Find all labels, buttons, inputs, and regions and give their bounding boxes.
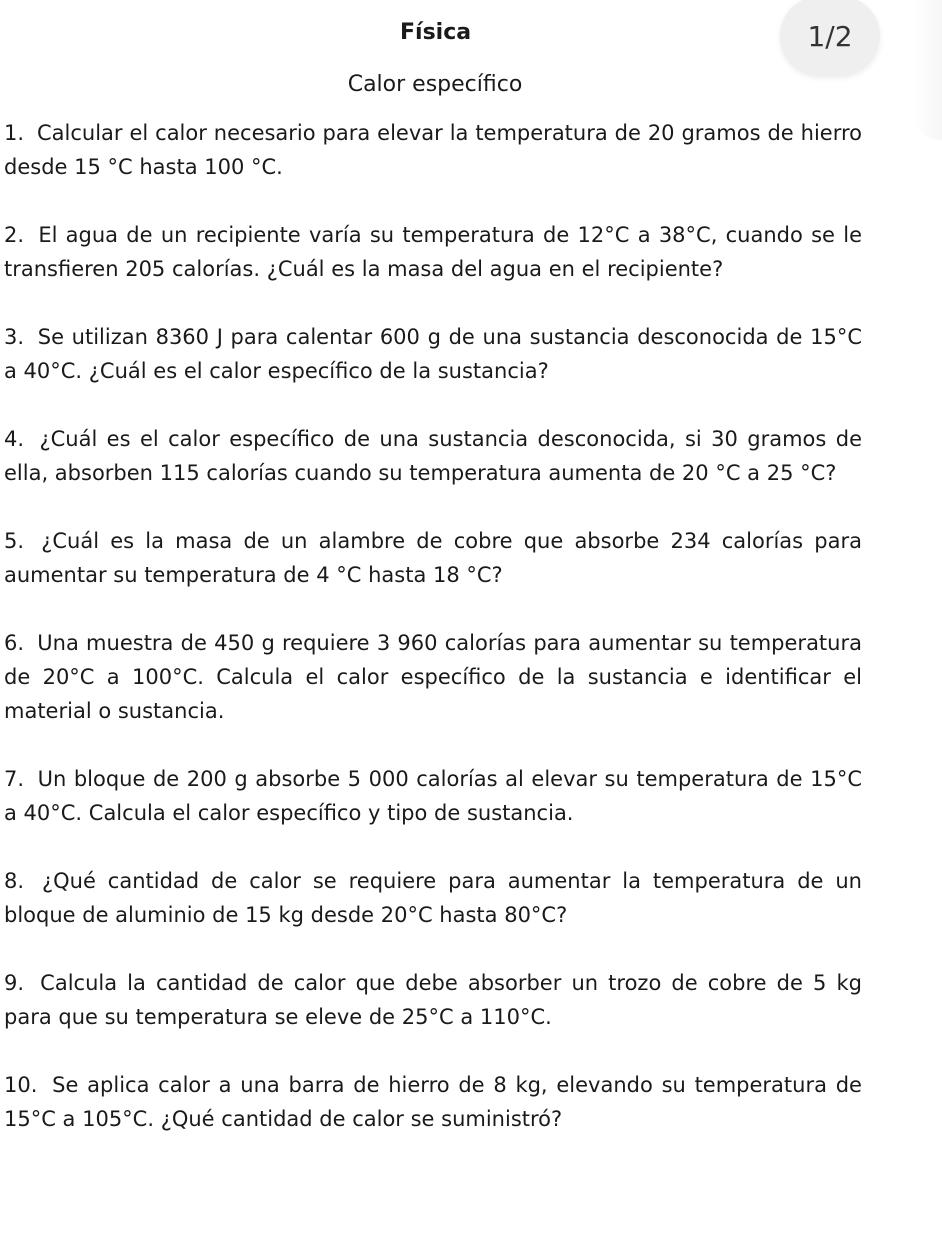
problem-item — [4, 864, 862, 932]
problem-number: 3. — [4, 325, 25, 349]
problem-item — [4, 762, 862, 830]
page-edge-shadow — [912, 0, 942, 140]
problem-item — [4, 966, 862, 1034]
problem-text: ¿Cuál es la masa de un alambre de cobre que absorbe 234 calorías para aumentar su temperatura de 4 °C hasta 18 °C? — [4, 529, 862, 587]
problem-item — [4, 524, 862, 592]
problem-number: 5. — [4, 529, 25, 553]
document-subtitle: Calor específico — [347, 72, 523, 97]
problem-item — [4, 320, 862, 388]
document-title: Física — [400, 20, 472, 45]
problem-item — [4, 626, 862, 728]
problem-item — [4, 422, 862, 490]
problem-number: 4. — [4, 427, 25, 451]
problem-number: 9. — [4, 971, 25, 995]
problem-item — [4, 1068, 862, 1136]
problem-list — [4, 116, 862, 1170]
problem-text: ¿Qué cantidad de calor se requiere para aumentar la temperatura de un bloque de aluminio de 15 kg desde 20°C hasta 80°C? — [4, 869, 862, 927]
problem-text: Una muestra de 450 g requiere 3 960 calorías para aumentar su temperatura de 20°C a 100°C. Calcula el calor específico de la sustancia e identificar el material o sustancia. — [4, 631, 862, 723]
problem-text: Calcular el calor necesario para elevar la temperatura de 20 gramos de hierro desde 15 °C hasta 100 °C. — [4, 121, 862, 179]
problem-number: 10. — [4, 1073, 38, 1097]
problem-text: Calcula la cantidad de calor que debe absorber un trozo de cobre de 5 kg para que su temperatura se eleve de 25°C a 110°C. — [4, 971, 862, 1029]
problem-number: 2. — [4, 223, 25, 247]
problem-text: Se aplica calor a una barra de hierro de 8 kg, elevando su temperatura de 15°C a 105°C. ¿Qué cantidad de calor se suministró? — [4, 1073, 862, 1131]
problem-text: El agua de un recipiente varía su temperatura de 12°C a 38°C, cuando se le transfieren 205 calorías. ¿Cuál es la masa del agua en el recipiente? — [4, 223, 862, 281]
problem-number: 7. — [4, 767, 25, 791]
problem-text: Un bloque de 200 g absorbe 5 000 calorías al elevar su temperatura de 15°C a 40°C. Calcula el calor específico y tipo de sustancia. — [4, 767, 862, 825]
problem-item — [4, 116, 862, 184]
problem-number: 6. — [4, 631, 25, 655]
problem-number: 1. — [4, 121, 25, 145]
problem-text: ¿Cuál es el calor específico de una sustancia desconocida, si 30 gramos de ella, absorben 115 calorías cuando su temperatura aumenta de 20 °C a 25 °C? — [4, 427, 862, 485]
page-indicator: 1/2 — [780, 0, 880, 76]
problem-number: 8. — [4, 869, 25, 893]
problem-text: Se utilizan 8360 J para calentar 600 g de una sustancia desconocida de 15°C a 40°C. ¿Cuál es el calor específico de la sustancia? — [4, 325, 862, 383]
problem-item — [4, 218, 862, 286]
